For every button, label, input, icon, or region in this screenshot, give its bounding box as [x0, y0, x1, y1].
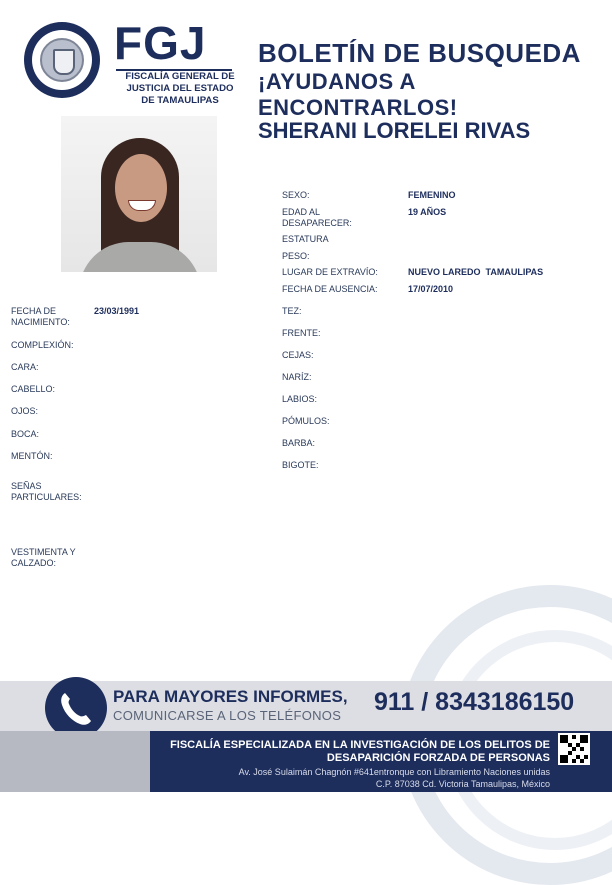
- qr-code-icon[interactable]: [558, 733, 590, 765]
- person-name: SHERANI LORELEI RIVAS: [258, 118, 531, 143]
- agency-name-line2: DESAPARICIÓN FORZADA DE PERSONAS: [326, 752, 550, 764]
- contact-instruction: COMUNICARSE A LOS TELÉFONOS: [113, 708, 342, 723]
- mouth-label: BOCA:: [11, 429, 40, 439]
- phone-icon: [45, 677, 107, 739]
- birthdate-label: FECHA DE NACIMIENTO:: [11, 306, 70, 327]
- eyes-label: OJOS:: [11, 406, 39, 416]
- bulletin-subtitle: ¡AYUDANOS A ENCONTRARLOS!: [258, 69, 458, 120]
- sex-value: FEMENINO: [408, 190, 456, 200]
- weight-label: PESO:: [282, 251, 310, 261]
- skin-label: TEZ:: [282, 306, 302, 316]
- face-label: CARA:: [11, 362, 39, 372]
- chin-label: MENTÓN:: [11, 451, 53, 461]
- complexion-label: COMPLEXIÓN:: [11, 340, 74, 350]
- cheekbones-label: PÓMULOS:: [282, 416, 330, 426]
- person-photo: [61, 116, 217, 272]
- mustache-label: BIGOTE:: [282, 460, 319, 470]
- fgj-logo-text: FGJ: [114, 17, 207, 69]
- tamaulipas-shield-icon: [40, 38, 84, 82]
- age-value: 19 AÑOS: [408, 207, 447, 217]
- address-line2: C.P. 87038 Cd. Victoria Tamaulipas, México: [375, 779, 550, 789]
- age-label: EDAD AL DESAPARECER:: [282, 207, 352, 228]
- marks-label: SEÑAS PARTICULARES:: [11, 481, 82, 502]
- fgj-logo-subtitle: FISCALÍA GENERAL DE JUSTICIA DEL ESTADO DE TAMAULIPAS: [125, 71, 235, 106]
- phone-number[interactable]: 911 / 8343186150: [374, 688, 575, 716]
- bulletin-title: BOLETÍN DE BUSQUEDA: [258, 38, 581, 68]
- height-label: ESTATURA: [282, 234, 329, 244]
- birthdate-value: 23/03/1991: [94, 306, 140, 316]
- more-info-heading: PARA MAYORES INFORMES,: [113, 687, 348, 706]
- beard-label: BARBA:: [282, 438, 316, 448]
- forehead-label: FRENTE:: [282, 328, 321, 338]
- absence-date-label: FECHA DE AUSENCIA:: [282, 284, 378, 294]
- footer-grey-block: [0, 731, 150, 792]
- place-value: NUEVO LAREDO TAMAULIPAS: [408, 267, 544, 277]
- hair-label: CABELLO:: [11, 384, 56, 394]
- fgj-seal-logo: [24, 22, 100, 98]
- address-line1: Av. José Sulaimán Chagnón #641entronque con Libramiento Naciones unidas: [238, 767, 550, 777]
- lips-label: LABIOS:: [282, 394, 318, 404]
- sex-label: SEXO:: [282, 190, 310, 200]
- eyebrows-label: CEJAS:: [282, 350, 314, 360]
- agency-name-line1: FISCALÍA ESPECIALIZADA EN LA INVESTIGACIÓN DE LOS DELITOS DE: [170, 739, 550, 751]
- clothing-label: VESTIMENTA Y CALZADO:: [11, 547, 76, 568]
- absence-date-value: 17/07/2010: [408, 284, 454, 294]
- place-label: LUGAR DE EXTRAVÍO:: [282, 267, 378, 277]
- nose-label: NARÍZ:: [282, 372, 312, 382]
